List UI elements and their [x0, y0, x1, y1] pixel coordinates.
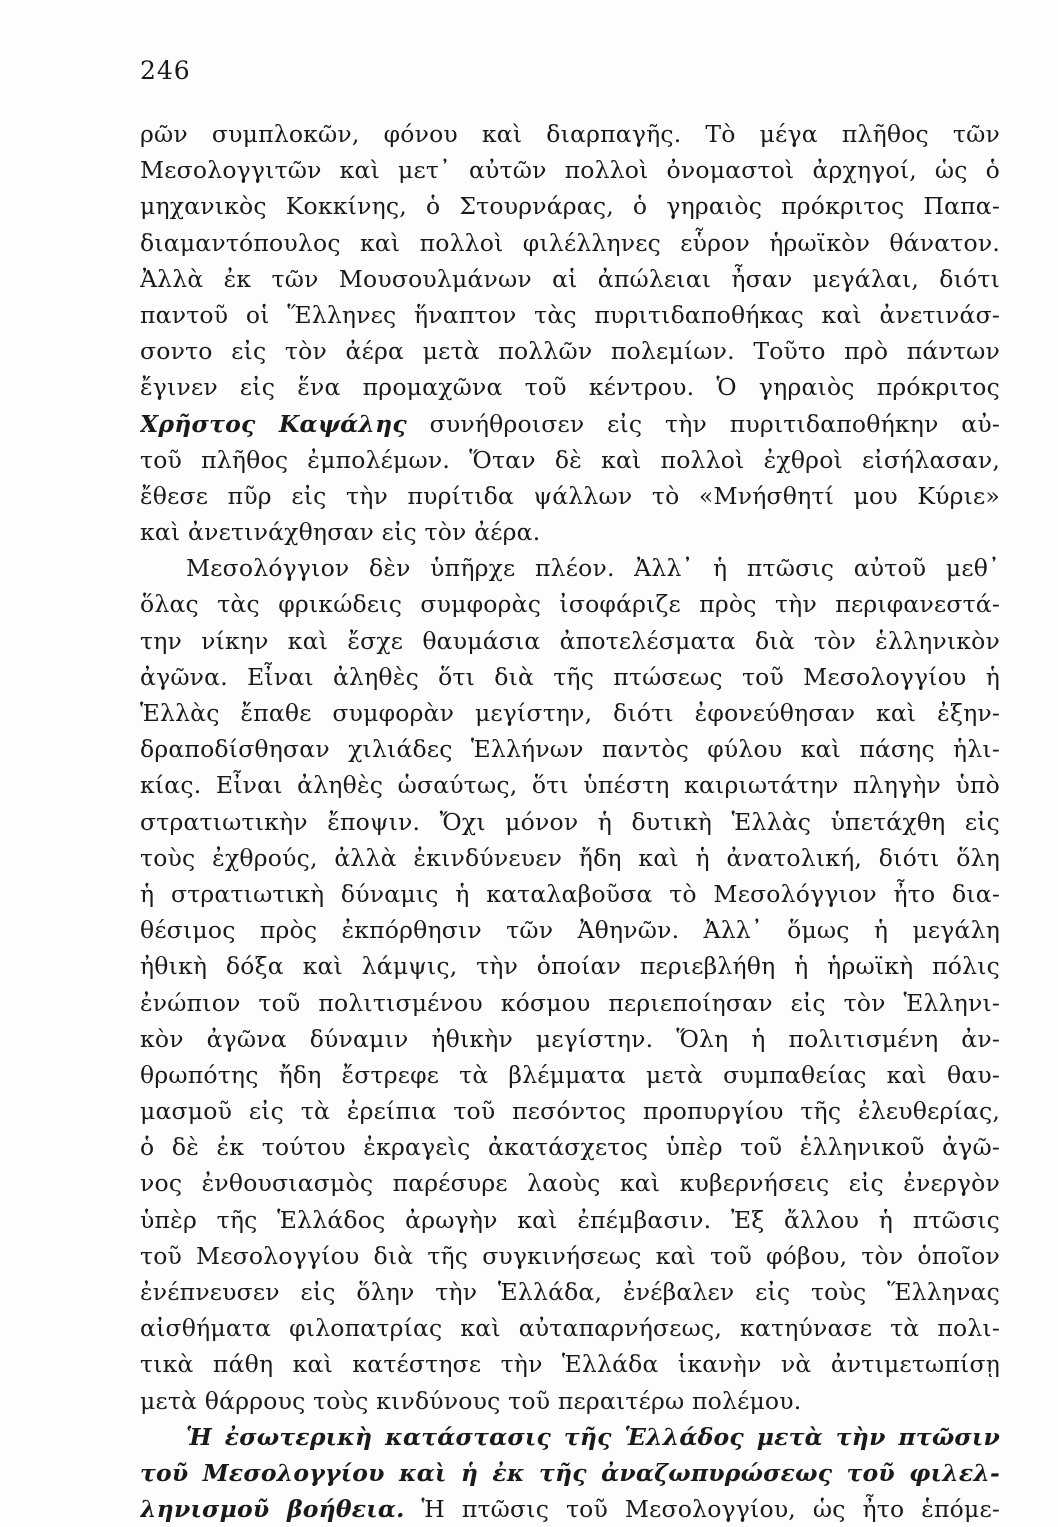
text-line: [140, 1455, 1000, 1491]
text-line: [140, 406, 1000, 442]
text-line: [140, 478, 1000, 514]
emphasis-text: Χρῆστος Καψάλης: [140, 409, 407, 438]
line-text: καὶ ἀνετινάχθησαν εἰς τὸν ἀέρα.: [140, 518, 541, 547]
line-text: ἀγῶνα. Εἶναι ἀληθὲς ὅτι διὰ τῆς πτώσεως τοῦ Μεσολογγίου ἡ: [140, 662, 1000, 691]
line-text: θέσιμος πρὸς ἐκπόρθησιν τῶν Ἀθηνῶν. Ἀλλ᾽ ὅμως ἡ μεγάλη: [140, 916, 1000, 945]
line-text: ἔγινεν εἰς ἕνα προμαχῶνα τοῦ κέντρου. Ὁ γηραιὸς πρόκριτος: [140, 373, 1000, 402]
text-line: [140, 1057, 1000, 1093]
line-text: μηχανικὸς Κοκκίνης, ὁ Στουρνάρας, ὁ γηραιὸς πρόκριτος Παπα-: [140, 192, 1000, 221]
text-line: [140, 116, 1000, 152]
line-text: την νίκην καὶ ἔσχε θαυμάσια ἀποτελέσματα διὰ τὸν ἑλληνικὸν: [140, 626, 1000, 655]
line-text: Μεσολογγιτῶν καὶ μετ᾽ αὐτῶν πολλοὶ ὀνομαστοὶ ἀρχηγοί, ὡς ὁ: [140, 156, 1000, 185]
line-text: συνήθροισεν εἰς τὴν πυριτιδαποθήκην αὐ-: [406, 409, 1000, 438]
line-text: θρωπότης ἤδη ἔστρεφε τὰ βλέμματα μετὰ συμπαθείας καὶ θαυ-: [140, 1060, 1000, 1089]
line-text: ἡ στρατιωτικὴ δύναμις ἡ καταλαβοῦσα τὸ Μεσολόγγιον ἦτο δια-: [140, 879, 1000, 908]
line-text: τοὺς ἐχθρούς, ἀλλὰ ἐκινδύνευεν ἤδη καὶ ἡ ἀνατολική, διότι ὅλη: [140, 843, 1000, 872]
text-line: [140, 623, 1000, 659]
line-text: κίας. Εἶναι ἀληθὲς ὡσαύτως, ὅτι ὑπέστη καιριωτάτην πληγὴν ὑπὸ: [140, 771, 1000, 800]
text-line: [140, 876, 1000, 912]
text-line: [140, 152, 1000, 188]
text-line: [140, 840, 1000, 876]
line-text: κὸν ἀγῶνα δύναμιν ἠθικὴν μεγίστην. Ὅλη ἡ πολιτισμένη ἀν-: [140, 1024, 1000, 1053]
text-line: [140, 659, 1000, 695]
line-text: μετὰ θάρρους τοὺς κινδύνους τοῦ περαιτέρω πολέμου.: [140, 1386, 802, 1415]
line-text: ἠθικὴ δόξα καὶ λάμψις, τὴν ὁποίαν περιεβλήθη ἡ ἡρωϊκὴ πόλις: [140, 952, 1000, 981]
text-line: [140, 442, 1000, 478]
line-text: Ἡ πτῶσις τοῦ Μεσολογγίου, ὡς ἦτο ἑπόμε-: [404, 1495, 1000, 1524]
body-text: [140, 116, 1000, 1527]
text-line: [140, 1165, 1000, 1201]
text-line: [140, 550, 1000, 586]
line-text: ἔθεσε πῦρ εἰς τὴν πυρίτιδα ψάλλων τὸ «Μνήσθητί μου Κύριε»: [140, 481, 1000, 510]
text-line: [140, 1383, 1000, 1419]
line-text: ἐνώπιον τοῦ πολιτισμένου κόσμου περιεποίησαν εἰς τὸν Ἑλληνι-: [140, 988, 1000, 1017]
text-line: [140, 1274, 1000, 1310]
line-text: τικὰ πάθη καὶ κατέστησε τὴν Ἑλλάδα ἱκανὴν νὰ ἀντιμετωπίσῃ: [140, 1350, 1000, 1379]
line-text: Ἑλλὰς ἔπαθε συμφορὰν μεγίστην, διότι ἐφονεύθησαν καὶ ἐξην-: [140, 699, 1000, 727]
line-text: Μεσολόγγιον δὲν ὑπῆρχε πλέον. Ἀλλ᾽ ἡ πτῶσις αὐτοῦ μεθ᾽: [186, 554, 1000, 583]
text-line: [140, 1129, 1000, 1165]
text-line: [140, 225, 1000, 261]
text-line: [140, 1021, 1000, 1057]
emphasis-text: Ἡ ἐσωτερικὴ κατάστασις τῆς Ἑλλάδος μετὰ τὴν πτῶσιν: [186, 1422, 1000, 1451]
text-line: [140, 1419, 1000, 1455]
emphasis-text: τοῦ Μεσολογγίου καὶ ἡ ἐκ τῆς ἀναζωπυρώσεως τοῦ φιλελ-: [140, 1458, 1000, 1487]
text-line: [140, 369, 1000, 405]
text-line: [140, 514, 1000, 550]
text-line: [140, 985, 1000, 1021]
text-line: [140, 188, 1000, 224]
text-line: [140, 586, 1000, 622]
line-text: Ἀλλὰ ἐκ τῶν Μουσουλμάνων αἱ ἀπώλειαι ἦσαν μεγάλαι, διότι: [140, 264, 1000, 293]
line-text: νος ἐνθουσιασμὸς παρέσυρε λαοὺς καὶ κυβερνήσεις εἰς ἐνεργὸν: [140, 1169, 1000, 1198]
page-number: 246: [140, 56, 191, 85]
text-line: [140, 804, 1000, 840]
text-line: [140, 731, 1000, 767]
line-text: ρῶν συμπλοκῶν, φόνου καὶ διαρπαγῆς. Τὸ μέγα πλῆθος τῶν: [140, 120, 1000, 148]
line-text: παντοῦ οἱ Ἕλληνες ἥναπτον τὰς πυριτιδαποθήκας καὶ ἀνετινάσ-: [140, 300, 1000, 329]
text-line: [140, 297, 1000, 333]
line-text: ἐνέπνευσεν εἰς ὅλην τὴν Ἑλλάδα, ἐνέβαλεν εἰς τοὺς Ἕλληνας: [140, 1278, 1000, 1306]
line-text: δραποδίσθησαν χιλιάδες Ἑλλήνων παντὸς φύλου καὶ πάσης ἡλι-: [140, 735, 1000, 764]
text-line: [140, 948, 1000, 984]
text-line: [140, 1238, 1000, 1274]
text-line: [140, 1346, 1000, 1382]
line-text: αἰσθήματα φιλοπατρίας καὶ αὐταπαρνήσεως, κατηύνασε τὰ πολι-: [140, 1314, 1000, 1343]
emphasis-text: ληνισμοῦ βοήθεια.: [140, 1495, 405, 1524]
line-text: διαμαντόπουλος καὶ πολλοὶ φιλέλληνες εὗρον ἡρωϊκὸν θάνατον.: [140, 228, 1000, 257]
line-text: τοῦ Μεσολογγίου διὰ τῆς συγκινήσεως καὶ τοῦ φόβου, τὸν ὁποῖον: [140, 1241, 1000, 1270]
text-line: [140, 333, 1000, 369]
line-text: τοῦ πλῆθος ἐμπολέμων. Ὅταν δὲ καὶ πολλοὶ ἐχθροὶ εἰσήλασαν,: [140, 445, 1000, 474]
text-line: [140, 912, 1000, 948]
text-line: [140, 1491, 1000, 1527]
text-line: [140, 261, 1000, 297]
line-text: ὅλας τὰς φρικώδεις συμφορὰς ἰσοφάριζε πρὸς τὴν περιφανεστά-: [140, 590, 1000, 619]
line-text: ὑπὲρ τῆς Ἑλλάδος ἀρωγὴν καὶ ἐπέμβασιν. Ἐξ ἄλλου ἡ πτῶσις: [140, 1205, 1000, 1234]
text-line: [140, 1202, 1000, 1238]
text-line: [140, 1093, 1000, 1129]
text-line: [140, 1310, 1000, 1346]
text-line: [140, 767, 1000, 803]
line-text: σοντο εἰς τὸν ἀέρα μετὰ πολλῶν πολεμίων. Τοῦτο πρὸ πάντων: [140, 337, 1000, 366]
line-text: στρατιωτικὴν ἔποψιν. Ὄχι μόνον ἡ δυτικὴ Ἑλλὰς ὑπετάχθη εἰς: [140, 807, 1000, 836]
line-text: μασμοῦ εἰς τὰ ἐρείπια τοῦ πεσόντος προπυργίου τῆς ἐλευθερίας,: [140, 1097, 1000, 1126]
line-text: ὁ δὲ ἐκ τούτου ἐκραγεὶς ἀκατάσχετος ὑπὲρ τοῦ ἑλληνικοῦ ἀγῶ-: [140, 1133, 1000, 1162]
text-line: [140, 695, 1000, 731]
